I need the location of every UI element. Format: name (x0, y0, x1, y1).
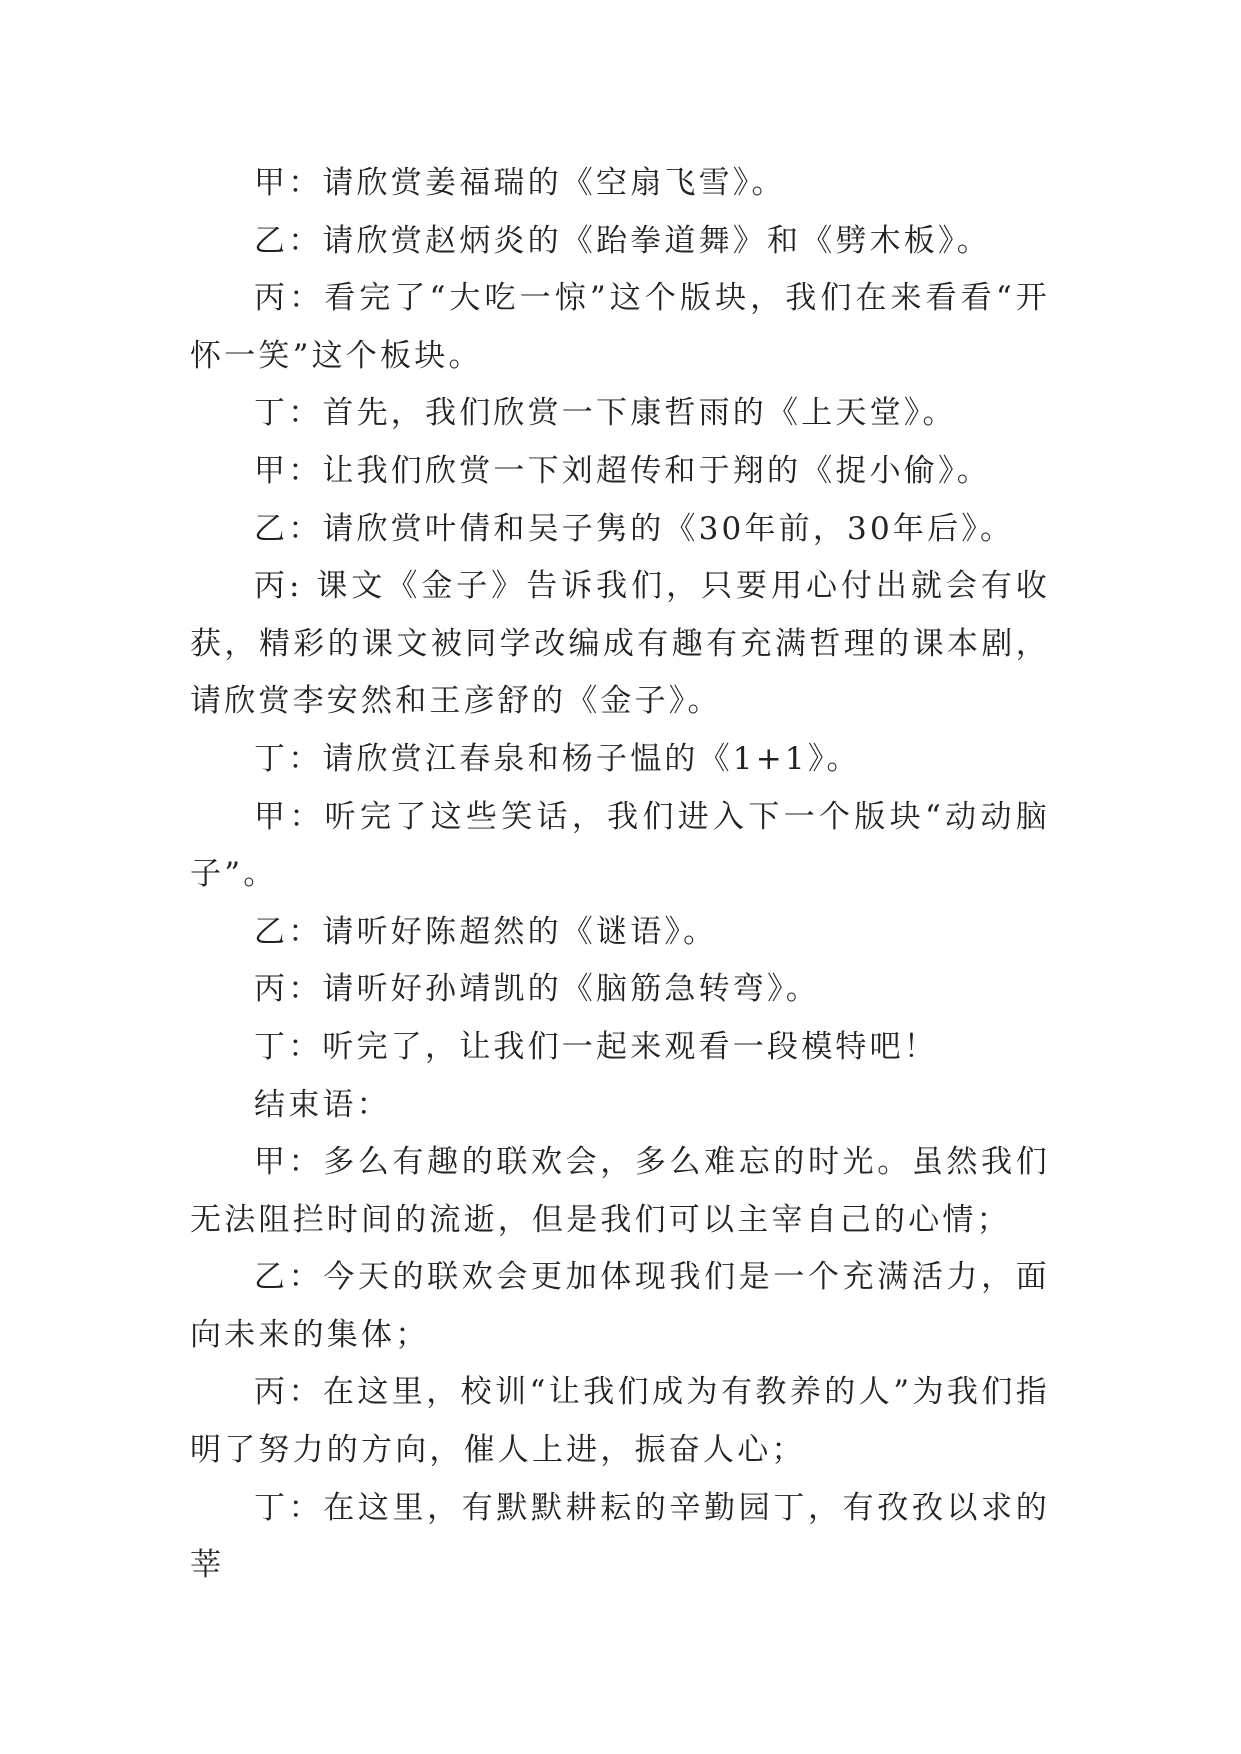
paragraph: 乙：请听好陈超然的《谜语》。 (254, 913, 718, 950)
section-heading: 结束语： (254, 1086, 391, 1123)
paragraph: 乙：今天的联欢会更加体现我们是一个充满活力，面向未来的集体； (190, 1259, 1050, 1353)
paragraph: 丙：在这里，校训“让我们成为有教养的人”为我们指明了努力的方向，催人上进，振奋人心； (190, 1374, 1050, 1469)
paragraph: 丙: 课文《金子》告诉我们，只要用心付出就会有收获，精彩的课文被同学改编成有趣有充满哲理的课本剧，请欣赏李安然和王彦舒的《金子》。 (190, 568, 1050, 720)
paragraph: 丁：听完了，让我们一起来观看一段模特吧！ (254, 1028, 938, 1065)
paragraph: 甲：多么有趣的联欢会，多么难忘的时光。虽然我们无法阻拦时间的流逝，但是我们可以主宰自己的心情； (190, 1144, 1050, 1238)
paragraph: 丙：看完了“大吃一惊”这个版块，我们在来看看“开怀一笑”这个板块。 (190, 280, 1050, 374)
paragraph: 甲：让我们欣赏一下刘超传和于翔的《捉小偷》。 (254, 452, 991, 489)
paragraph: 丁：请欣赏江春泉和杨子愠的《1+1》。 (254, 740, 861, 777)
paragraph: 乙：请欣赏赵炳炎的《跆拳道舞》和《劈木板》。 (254, 222, 991, 259)
paragraph: 丙：请听好孙靖凯的《脑筋急转弯》。 (254, 971, 820, 1008)
paragraph: 甲：听完了这些笑话，我们进入下一个版块“动动脑子”。 (190, 798, 1050, 893)
paragraph: 乙：请欣赏叶倩和吴子隽的《30年前，30年后》。 (254, 510, 1015, 547)
document-body (190, 155, 1050, 1595)
paragraph: 丁：在这里，有默默耕耘的辛勤园丁，有孜孜以求的莘 (190, 1489, 1050, 1584)
paragraph: 甲：请欣赏姜福瑞的《空扇飞雪》。 (254, 165, 786, 201)
paragraph: 丁：首先，我们欣赏一下康哲雨的《上天堂》。 (254, 395, 957, 432)
